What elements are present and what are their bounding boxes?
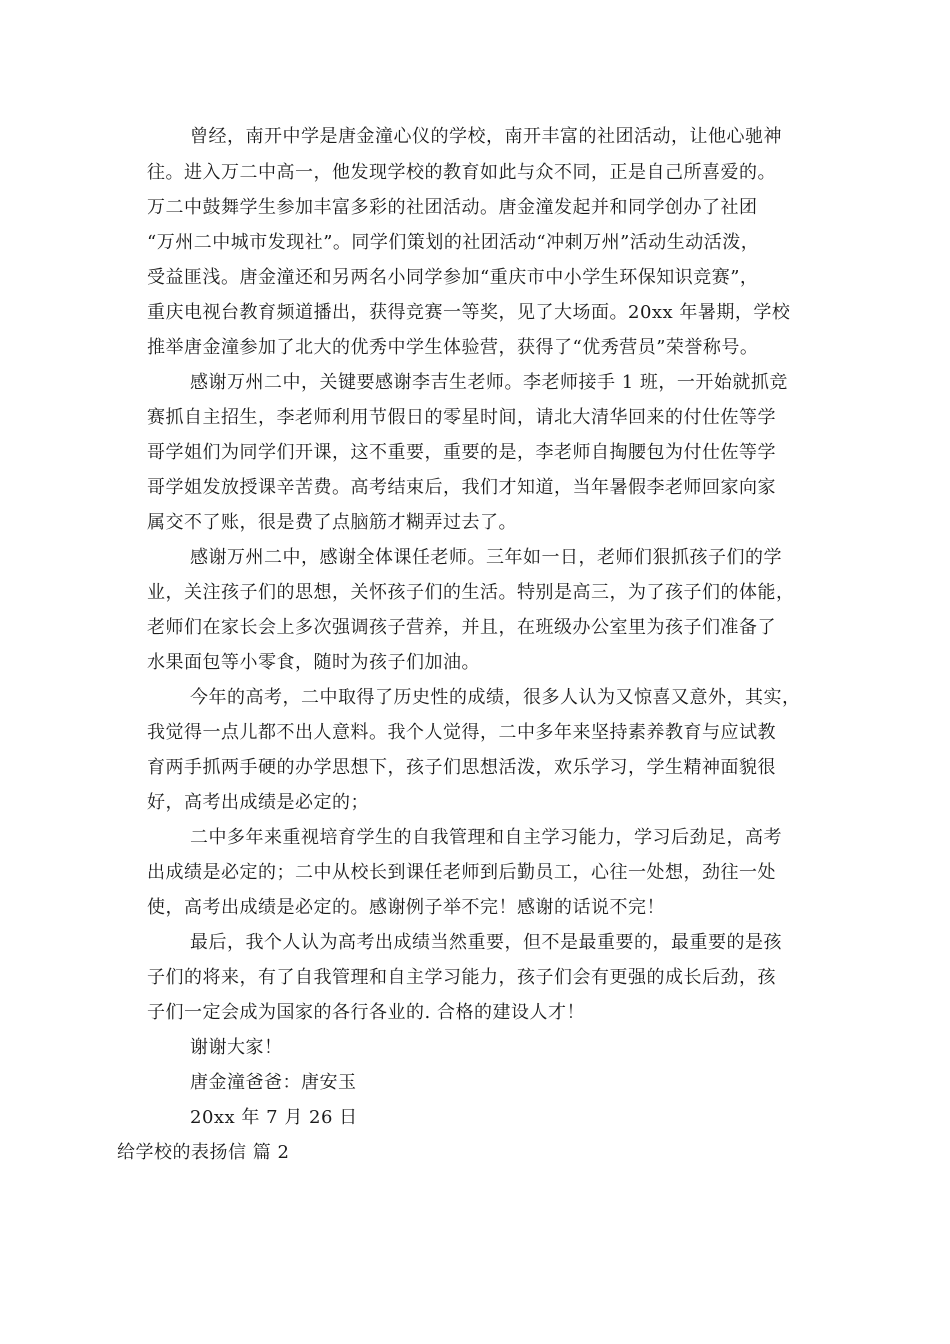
paragraph-4-line-2: 我觉得一点儿都不出人意料。我个人觉得，二中多年来坚持素养教育与应试教: [147, 722, 776, 743]
paragraph-2-line-4: 哥学姐发放授课辛苦费。高考结束后，我们才知道，当年暑假李老师回家向家: [147, 477, 776, 498]
paragraph-1-line-7: 推举唐金潼参加了北大的优秀中学生体验营，获得了“优秀营员”荣誉称号。: [147, 337, 759, 358]
paragraph-1-line-4: “万州二中城市发现社”。同学们策划的社团活动“冲刺万州”活动生动活泼，: [147, 232, 760, 253]
paragraph-4-line-1: 今年的高考，二中取得了历史性的成绩，很多人认为又惊喜又意外，其实，: [190, 687, 801, 708]
paragraph-1-line-5: 受益匪浅。唐金潼还和另两名小同学参加“重庆市中小学生环保知识竞赛”，: [147, 267, 759, 288]
paragraph-4-line-4: 好，高考出成绩是必定的；: [147, 792, 369, 813]
paragraph-3-line-1: 感谢万州二中，感谢全体课任老师。三年如一日，老师们狠抓孩子们的学: [190, 547, 782, 568]
paragraph-4-line-3: 育两手抓两手硬的办学思想下，孩子们思想活泼，欢乐学习，学生精神面貌很: [147, 757, 776, 778]
closing-thanks: 谢谢大家！: [190, 1037, 283, 1058]
paragraph-6-line-2: 子们的将来，有了自我管理和自主学习能力，孩子们会有更强的成长后劲，孩: [147, 967, 776, 988]
paragraph-2-line-3: 哥学姐们为同学们开课，这不重要，重要的是，李老师自掏腰包为付仕佐等学: [147, 442, 776, 463]
date: 20xx 年 7 月 26 日: [190, 1107, 358, 1128]
paragraph-2-line-5: 属交不了账，很是费了点脑筋才糊弄过去了。: [147, 512, 517, 533]
paragraph-5-line-2: 出成绩是必定的；二中从校长到课任老师到后勤员工，心往一处想，劲往一处: [147, 862, 776, 883]
paragraph-1-line-1: 曾经，南开中学是唐金潼心仪的学校，南开丰富的社团活动，让他心驰神: [190, 126, 782, 147]
paragraph-5-line-1: 二中多年来重视培育学生的自我管理和自主学习能力，学习后劲足，高考: [190, 827, 782, 848]
paragraph-2-line-1: 感谢万州二中，关键要感谢李吉生老师。李老师接手 1 班，一开始就抓竞: [190, 372, 788, 393]
paragraph-3-line-2: 业，关注孩子们的思想，关怀孩子们的生活。特别是高三，为了孩子们的体能，: [147, 582, 795, 603]
paragraph-6-line-3: 子们一定会成为国家的各行各业的. 合格的建设人才！: [147, 1002, 585, 1023]
paragraph-1-line-2: 往。进入万二中高一，他发现学校的教育如此与众不同，正是自己所喜爱的。: [147, 162, 776, 183]
paragraph-3-line-3: 老师们在家长会上多次强调孩子营养，并且，在班级办公室里为孩子们准备了: [147, 617, 776, 638]
section-heading: 给学校的表扬信 篇 2: [117, 1142, 290, 1163]
paragraph-1-line-6: 重庆电视台教育频道播出，获得竞赛一等奖，见了大场面。20xx 年暑期，学校: [147, 302, 791, 323]
paragraph-1-line-3: 万二中鼓舞学生参加丰富多彩的社团活动。唐金潼发起并和同学创办了社团: [147, 197, 758, 218]
paragraph-3-line-4: 水果面包等小零食，随时为孩子们加油。: [147, 652, 480, 673]
paragraph-5-line-3: 使，高考出成绩是必定的。感谢例子举不完！感谢的话说不完！: [147, 897, 665, 918]
signature: 唐金潼爸爸：唐安玉: [190, 1072, 357, 1093]
paragraph-2-line-2: 赛抓自主招生，李老师利用节假日的零星时间，请北大清华回来的付仕佐等学: [147, 407, 776, 428]
paragraph-6-line-1: 最后，我个人认为高考出成绩当然重要，但不是最重要的，最重要的是孩: [190, 932, 782, 953]
